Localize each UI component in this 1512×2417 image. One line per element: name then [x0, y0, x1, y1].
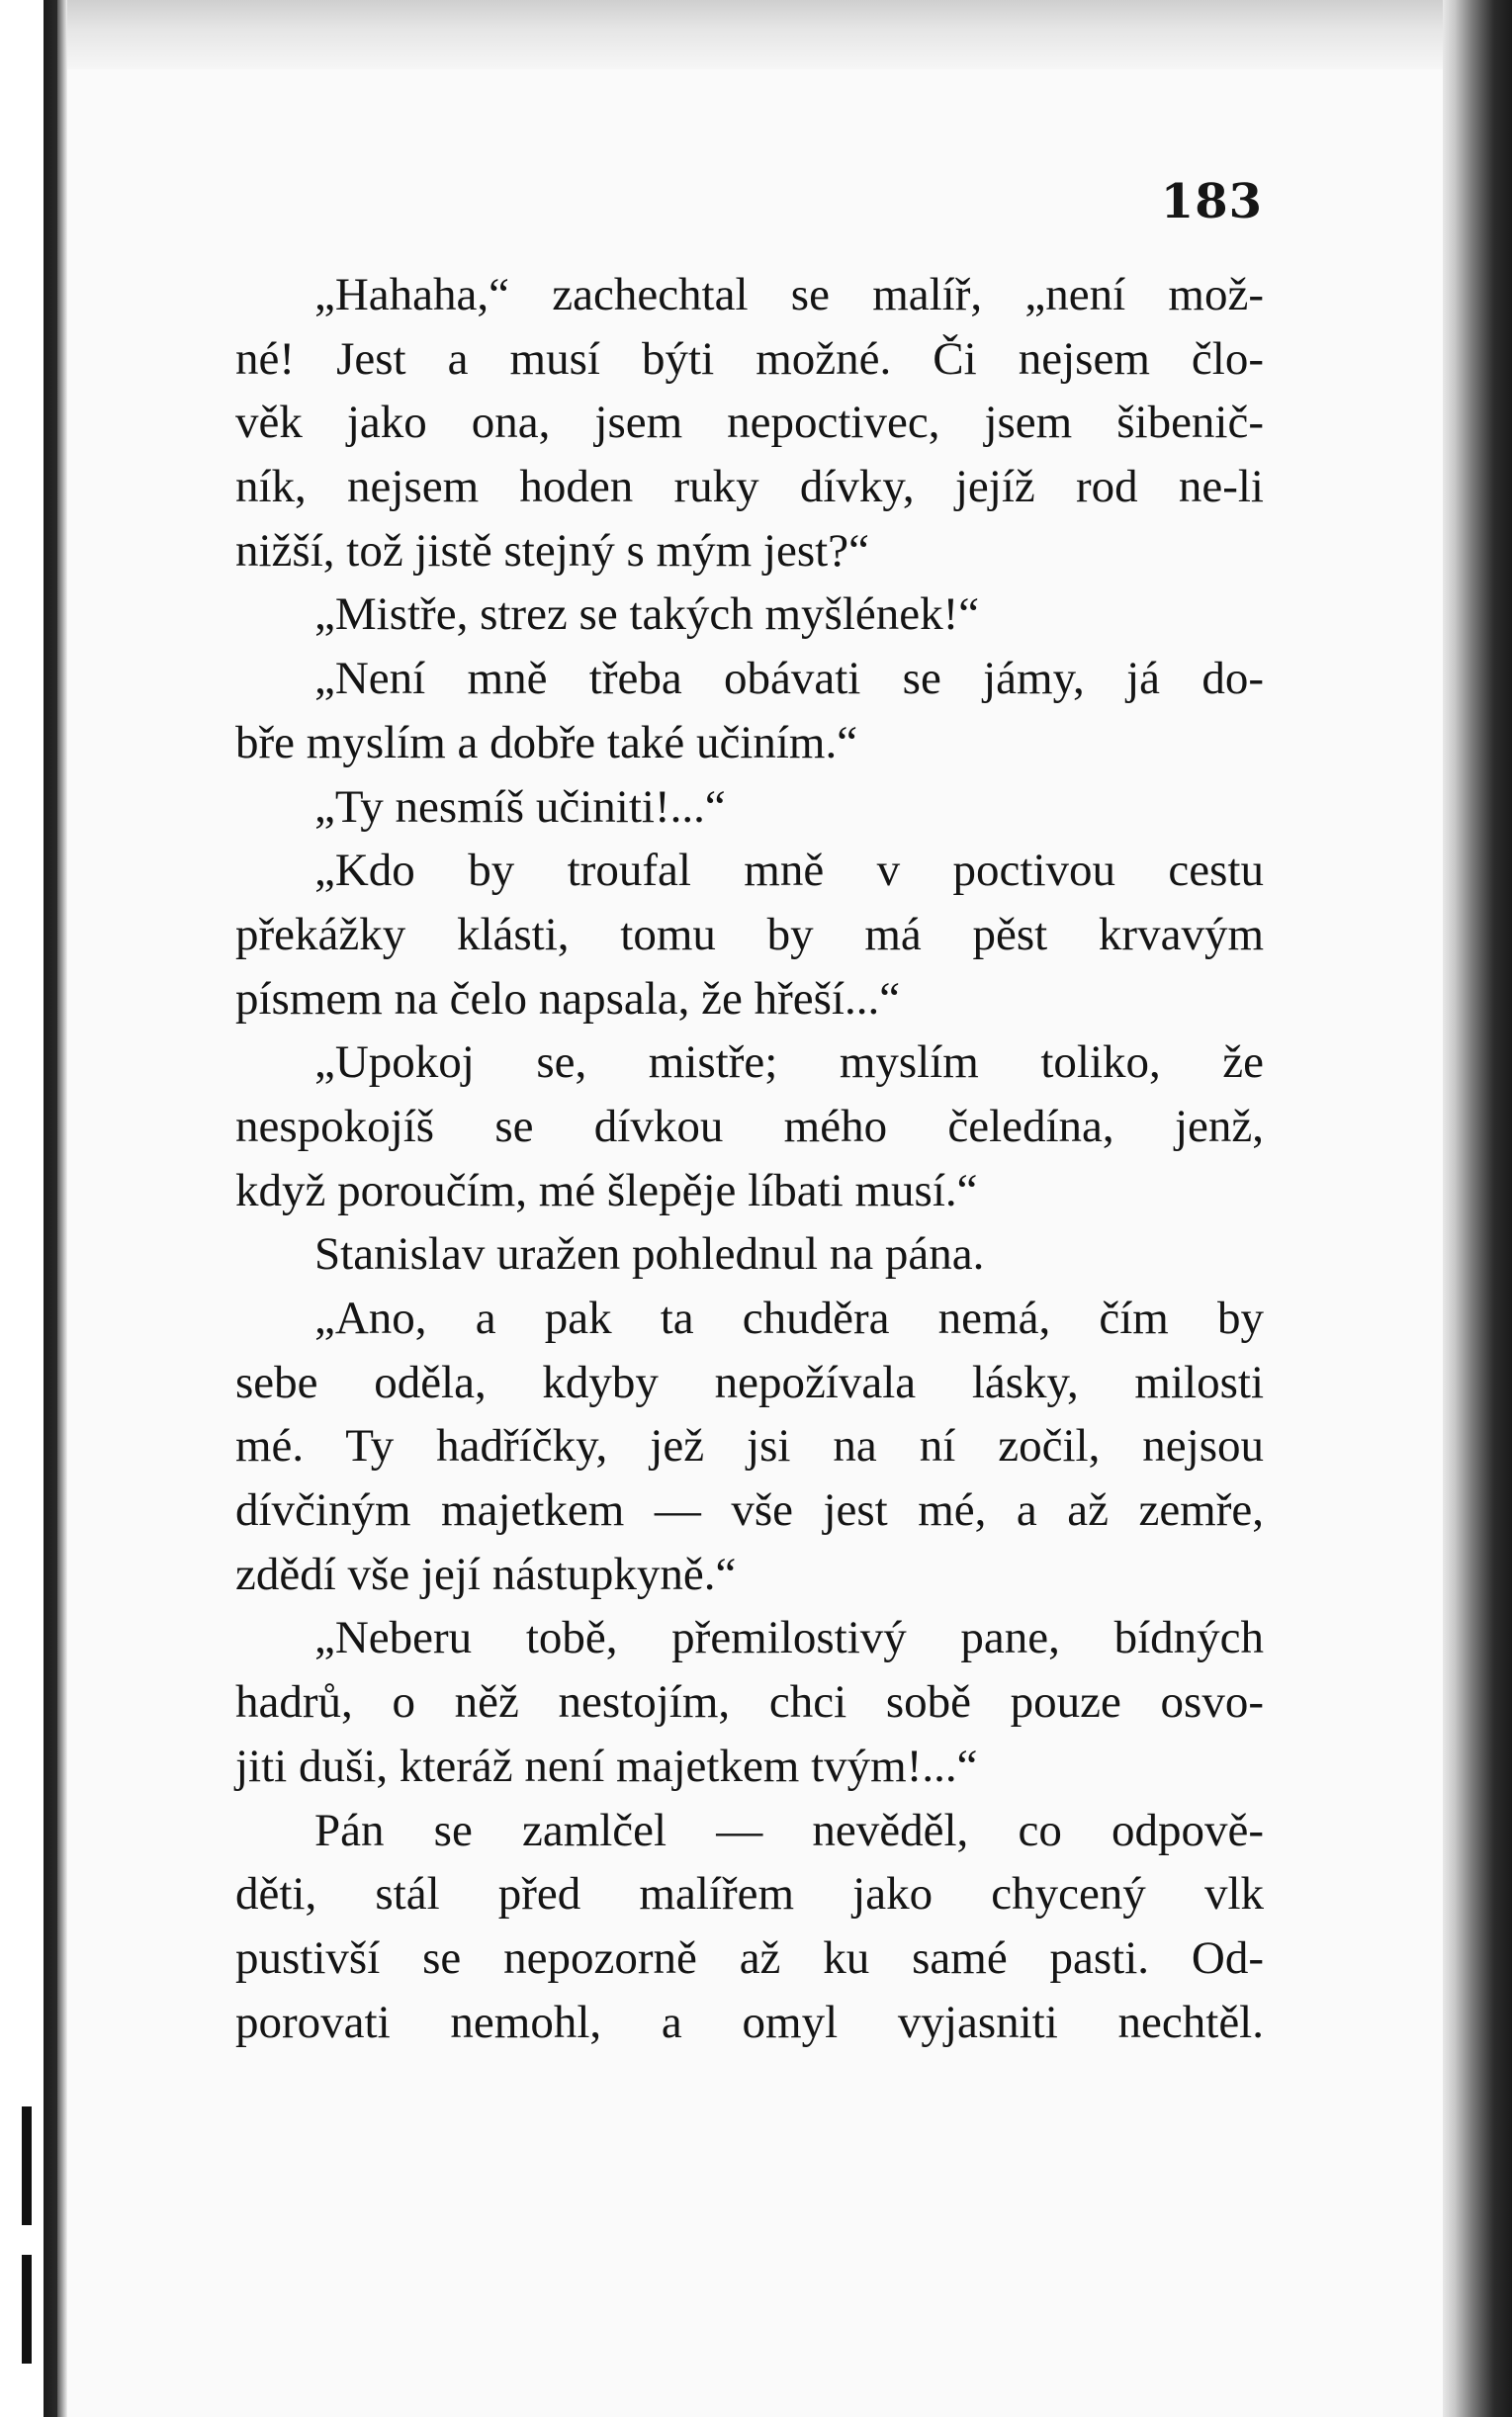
text-line: překážky klásti, tomu by má pěst krvavým — [235, 908, 1264, 960]
text-line: „Kdo by troufal mně v poctivou cestu — [314, 845, 1264, 897]
scan-left-edge — [0, 0, 57, 2417]
text-line: „Ano, a pak ta chuděra nemá, čím by — [314, 1293, 1264, 1344]
text-line: děti, stál před malířem jako chycený vlk — [235, 1868, 1264, 1921]
text-line: né! Jest a musí býti možné. Či nejsem člo- — [235, 332, 1264, 385]
text-line: mé. Ty hadříčky, jež jsi na ní zočil, nejsou — [235, 1420, 1264, 1473]
spine-mark — [22, 2106, 32, 2225]
spine-mark — [22, 2255, 32, 2364]
text-line: hadrů, o něž nestojím, chci sobě pouze osvo- — [235, 1676, 1264, 1729]
text-line: dívčiným majetkem — vše jest mé, a až zemře, — [235, 1484, 1264, 1537]
text-line: „Ty nesmíš učiniti!...“ — [314, 780, 726, 833]
text-line: „Mistře, strez se takých myšlének!“ — [314, 588, 980, 641]
body-text — [235, 263, 1264, 2054]
text-line: ník, nejsem hoden ruky dívky, jejíž rod ne-li — [235, 461, 1264, 513]
text-line: „Neberu tobě, přemilostivý pane, bídných — [314, 1612, 1264, 1664]
text-line: „Není mně třeba obávati se jámy, já do- — [314, 653, 1264, 705]
text-line: když poroučím, mé šlepěje líbati musí.“ — [235, 1164, 978, 1216]
text-line: sebe oděla, kdyby nepožívala lásky, milosti — [235, 1356, 1264, 1408]
text-line: zdědí vše její nástupkyně.“ — [235, 1548, 737, 1600]
text-line: nespokojíš se dívkou mého čeledína, jenž, — [235, 1100, 1264, 1152]
page-number: 183 — [1160, 174, 1263, 229]
text-line: Pán se zamlčel — nevěděl, co odpově- — [314, 1804, 1264, 1856]
scan-right-edge — [1443, 0, 1512, 2417]
text-line: „Hahaha,“ zachechtal se malíř, „není mož- — [314, 269, 1264, 320]
text-line: nižší, tož jistě stejný s mým jest?“ — [235, 524, 869, 577]
text-line: porovati nemohl, a omyl vyjasniti nechtěl. — [235, 1996, 1264, 2048]
text-line: bře myslím a dobře také učiním.“ — [235, 716, 858, 768]
text-line: pustivší se nepozorně až ku samé pasti. Od- — [235, 1931, 1264, 1984]
text-line: „Upokoj se, mistře; myslím toliko, že — [314, 1036, 1264, 1089]
scan-left-gutter — [57, 0, 67, 2417]
scan-top-shadow — [57, 0, 1443, 69]
text-line: písmem na čelo napsala, že hřeší...“ — [235, 972, 901, 1025]
text-line: jiti duši, kteráž není majetkem tvým!...“ — [235, 1740, 978, 1792]
text-line: věk jako ona, jsem nepoctivec, jsem šibenič- — [235, 397, 1264, 449]
text-line: Stanislav uražen pohlednul na pána. — [314, 1228, 985, 1281]
